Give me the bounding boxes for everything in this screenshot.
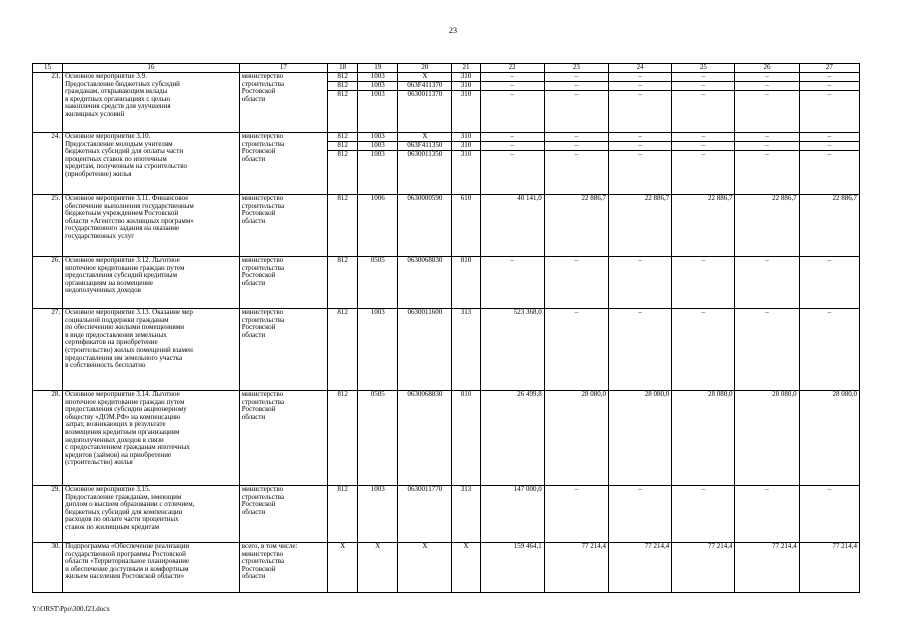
amount-col-27: 22 886,7: [799, 195, 859, 257]
amount-col-25: 77 214,4: [672, 543, 735, 593]
amount-col-22: [480, 73, 544, 133]
amount-col-24: –: [609, 486, 672, 543]
sub-line-value: 0630011350: [407, 150, 443, 158]
sub-line-value: –: [735, 142, 798, 151]
sub-line-value: –: [545, 142, 608, 151]
expense-type-code: Х: [452, 543, 480, 593]
sub-line-value: 1003: [370, 90, 385, 98]
sub-line-value: –: [545, 73, 608, 82]
amount-col-25: –: [672, 486, 735, 543]
sub-line-value: Х: [398, 133, 451, 142]
sub-line-value: –: [800, 133, 859, 142]
grbs-code: 812: [328, 309, 358, 391]
amount-col-26: –: [735, 309, 799, 391]
sub-line-value: 0630011370: [407, 90, 443, 98]
target-article-code: [398, 133, 452, 195]
column-number: 19: [358, 64, 398, 73]
row-number: 24.: [33, 133, 63, 195]
sub-line-value: –: [735, 82, 798, 91]
grbs-code: 812: [328, 195, 358, 257]
sub-line-value: 1003: [358, 133, 397, 142]
column-number: 21: [452, 64, 480, 73]
sub-line-value: –: [765, 90, 769, 98]
amount-col-23: 28 080,0: [544, 391, 608, 486]
budget-table: [32, 63, 860, 593]
sub-line-value: –: [672, 133, 734, 142]
row-number: 25.: [33, 195, 63, 257]
table-row: [33, 257, 860, 309]
amount-col-27: –: [799, 309, 859, 391]
sub-line-value: 812: [328, 133, 357, 142]
amount-col-23: –: [544, 257, 608, 309]
sub-line-value: –: [481, 142, 544, 151]
table-row: [33, 195, 860, 257]
responsible-executor: всего, в том числе: министерство строительства Ростовской области: [239, 543, 327, 593]
sub-line-value: –: [701, 150, 706, 158]
table-row: [33, 309, 860, 391]
grbs-code: Х: [328, 543, 358, 593]
sub-line-value: –: [481, 73, 544, 82]
amount-col-24: –: [609, 257, 672, 309]
section-code: 0505: [358, 257, 398, 309]
sub-line-value: 1003: [370, 150, 385, 158]
amount-col-27: –: [799, 486, 859, 543]
amount-col-25: 22 886,7: [672, 195, 735, 257]
grbs-code: [328, 133, 358, 195]
responsible-executor: министерство строительства Ростовской области: [239, 391, 327, 486]
sub-line-value: 310: [460, 90, 472, 98]
row-number: 23.: [33, 73, 63, 133]
sub-line-value: 063F411350: [398, 142, 451, 151]
column-number: 20: [398, 64, 452, 73]
target-article-code: 0630000590: [398, 195, 452, 257]
sub-line-value: –: [800, 142, 859, 151]
sub-line-value: 1003: [358, 82, 397, 91]
column-number: 16: [63, 64, 240, 73]
section-code: [358, 73, 398, 133]
column-number: 17: [239, 64, 327, 73]
sub-line-value: –: [638, 150, 642, 158]
activity-description: Основное мероприятие 3.15. Предоставление гражданам, имеющим диплом о высшем образовании с отличием, бюджетных субсидий для компенсации расходов по оплате части процентных ставок по жилищным кредитам: [63, 486, 240, 543]
sub-line-value: –: [545, 133, 608, 142]
expense-type-code: 810: [452, 257, 480, 309]
sub-line-value: –: [672, 73, 734, 82]
sub-line-value: –: [701, 90, 706, 98]
amount-col-22: 26 499,8: [480, 391, 544, 486]
table-row: [33, 486, 860, 543]
amount-col-26: –: [735, 257, 799, 309]
column-number: 18: [328, 64, 358, 73]
amount-col-23: –: [544, 309, 608, 391]
responsible-executor: министерство строительства Ростовской области: [239, 73, 327, 133]
grbs-code: 812: [328, 486, 358, 543]
page-number: 23: [449, 26, 457, 35]
sub-line-value: 1003: [358, 73, 397, 82]
column-number-row: [33, 64, 860, 73]
responsible-executor: министерство строительства Ростовской области: [239, 195, 327, 257]
sub-line-value: 063F411370: [398, 82, 451, 91]
amount-col-22: [480, 133, 544, 195]
sub-line-value: 812: [337, 150, 348, 158]
amount-col-26: [735, 133, 799, 195]
sub-line-value: –: [609, 82, 671, 91]
row-number: 27.: [33, 309, 63, 391]
grbs-code: 812: [328, 391, 358, 486]
sub-line-value: –: [481, 133, 544, 142]
amount-col-23: –: [544, 486, 608, 543]
expense-type-code: [452, 73, 480, 133]
amount-col-24: 28 080,0: [609, 391, 672, 486]
table-row: [33, 391, 860, 486]
amount-col-25: –: [672, 257, 735, 309]
amount-col-24: 22 886,7: [609, 195, 672, 257]
section-code: 1003: [358, 309, 398, 391]
expense-type-code: 313: [452, 486, 480, 543]
amount-col-23: 22 886,7: [544, 195, 608, 257]
amount-col-26: [735, 73, 799, 133]
section-code: 1006: [358, 195, 398, 257]
responsible-executor: министерство строительства Ростовской области: [239, 486, 327, 543]
section-code: [358, 133, 398, 195]
row-number: 26.: [33, 257, 63, 309]
amount-col-27: [799, 73, 859, 133]
sub-line-value: –: [827, 150, 832, 158]
table-row: [33, 73, 860, 133]
grbs-code: [328, 73, 358, 133]
amount-col-27: [799, 133, 859, 195]
column-number: 25: [672, 64, 735, 73]
expense-type-code: [452, 133, 480, 195]
amount-col-25: [672, 73, 735, 133]
amount-col-25: 28 080,0: [672, 391, 735, 486]
sub-line-value: –: [800, 82, 859, 91]
activity-description: Основное мероприятие 3.9. Предоставление бюджетных субсидий гражданам, открывающим вклады в кредитных организациях с целью накопления средств для улучшения жилищных условий: [63, 73, 240, 133]
amount-col-24: [609, 133, 672, 195]
amount-col-23: 77 214,4: [544, 543, 608, 593]
sub-line-value: –: [800, 73, 859, 82]
table-row: [33, 543, 860, 593]
amount-col-27: 28 080,0: [799, 391, 859, 486]
sub-line-value: 310: [452, 133, 479, 142]
sub-line-value: –: [574, 150, 579, 158]
sub-line-value: –: [735, 133, 798, 142]
column-number: 23: [544, 64, 608, 73]
sub-line-value: Х: [398, 73, 451, 82]
row-number: 29.: [33, 486, 63, 543]
column-number: 26: [735, 64, 799, 73]
section-code: 0505: [358, 391, 398, 486]
sub-line-value: 812: [328, 142, 357, 151]
amount-col-24: [609, 73, 672, 133]
amount-col-22: 159 464,1: [480, 543, 544, 593]
row-number: 30.: [33, 543, 63, 593]
activity-description: Основное мероприятие 3.10. Предоставление молодым учителям бюджетных субсидий для оплаты части процентных ставок по ипотечным кредитам, полученным на строительство (приобретение) жилья: [63, 133, 240, 195]
sub-line-value: –: [481, 82, 544, 91]
responsible-executor: министерство строительства Ростовской области: [239, 133, 327, 195]
sub-line-value: –: [609, 73, 671, 82]
sub-line-value: –: [574, 90, 579, 98]
sub-line-value: 812: [328, 73, 357, 82]
sub-line-value: –: [735, 73, 798, 82]
amount-col-24: 77 214,4: [609, 543, 672, 593]
row-number: 28.: [33, 391, 63, 486]
sub-line-value: –: [672, 82, 734, 91]
expense-type-code: 810: [452, 391, 480, 486]
amount-col-22: 523 368,0: [480, 309, 544, 391]
table-row: [33, 133, 860, 195]
sub-line-value: –: [510, 150, 514, 158]
target-article-code: 0630068830: [398, 391, 452, 486]
target-article-code: [398, 73, 452, 133]
responsible-executor: министерство строительства Ростовской области: [239, 309, 327, 391]
sub-line-value: –: [765, 150, 769, 158]
target-article-code: Х: [398, 543, 452, 593]
amount-col-24: –: [609, 309, 672, 391]
activity-description: Основное мероприятие 3.13. Оказание мер социальной поддержки гражданам по обеспечению жилыми помещениями в виде предоставления земельных сертификатов на приобретение (строительство) жилых помещений взамен предоставления им земельного участка в собственность бесплатно: [63, 309, 240, 391]
sub-line-value: –: [638, 90, 642, 98]
sub-line-value: 812: [337, 90, 348, 98]
amount-col-22: 40 141,0: [480, 195, 544, 257]
sub-line-value: 812: [328, 82, 357, 91]
amount-col-26: 77 214,4: [735, 543, 799, 593]
sub-line-value: –: [545, 82, 608, 91]
sub-line-value: 310: [452, 82, 479, 91]
sub-line-value: –: [510, 90, 514, 98]
activity-description: Основное мероприятие 3.11. Финансовое обеспечение выполнения государственным бюджетным учреждением Ростовской области «Агентство жилищных программ» государственного задания на оказание государственных услуг: [63, 195, 240, 257]
amount-col-27: 77 214,4: [799, 543, 859, 593]
amount-col-25: [672, 133, 735, 195]
sub-line-value: 310: [452, 142, 479, 151]
amount-col-22: 147 000,0: [480, 486, 544, 543]
section-code: 1003: [358, 486, 398, 543]
sub-line-value: 310: [452, 73, 479, 82]
target-article-code: 0630011600: [398, 309, 452, 391]
grbs-code: 812: [328, 257, 358, 309]
amount-col-26: 22 886,7: [735, 195, 799, 257]
column-number: 27: [799, 64, 859, 73]
amount-col-23: [544, 133, 608, 195]
file-path-footer: Y:\ORST\Ppo\300.f23.docx: [32, 605, 110, 613]
activity-description: Основное мероприятие 3.12. Льготное ипотечное кредитование граждан путем предоставления субсидий кредитным организациям на возмещение недополученных доходов: [63, 257, 240, 309]
amount-col-23: [544, 73, 608, 133]
sub-line-value: –: [609, 133, 671, 142]
activity-description: Основное мероприятие 3.14. Льготное ипотечное кредитование граждан путем предоставления субсидии акционерному обществу «ДОМ.РФ» на компенсацию затрат, возникающих в результате возмещения кредитным организациям недополученных доходов в связи с предоставлением гражданам ипотечных кредитов (займов) на приобретение (строительство) жилья: [63, 391, 240, 486]
column-number: 15: [33, 64, 63, 73]
column-number: 24: [609, 64, 672, 73]
expense-type-code: 610: [452, 195, 480, 257]
responsible-executor: министерство строительства Ростовской области: [239, 257, 327, 309]
amount-col-26: 28 080,0: [735, 391, 799, 486]
target-article-code: 0630068830: [398, 257, 452, 309]
sub-line-value: 1003: [358, 142, 397, 151]
section-code: Х: [358, 543, 398, 593]
sub-line-value: 310: [460, 150, 472, 158]
sub-line-value: –: [827, 90, 832, 98]
sub-line-value: –: [609, 142, 671, 151]
amount-col-27: –: [799, 257, 859, 309]
column-number: 22: [480, 64, 544, 73]
sub-line-value: –: [672, 142, 734, 151]
amount-col-25: –: [672, 309, 735, 391]
expense-type-code: 313: [452, 309, 480, 391]
amount-col-26: –: [735, 486, 799, 543]
target-article-code: 0630011770: [398, 486, 452, 543]
activity-description: Подпрограмма «Обеспечение реализации государственной программы Ростовской области «Территориальное планирование и обеспечение доступным и комфортным жильем населения Ростовской области»: [63, 543, 240, 593]
amount-col-22: –: [480, 257, 544, 309]
